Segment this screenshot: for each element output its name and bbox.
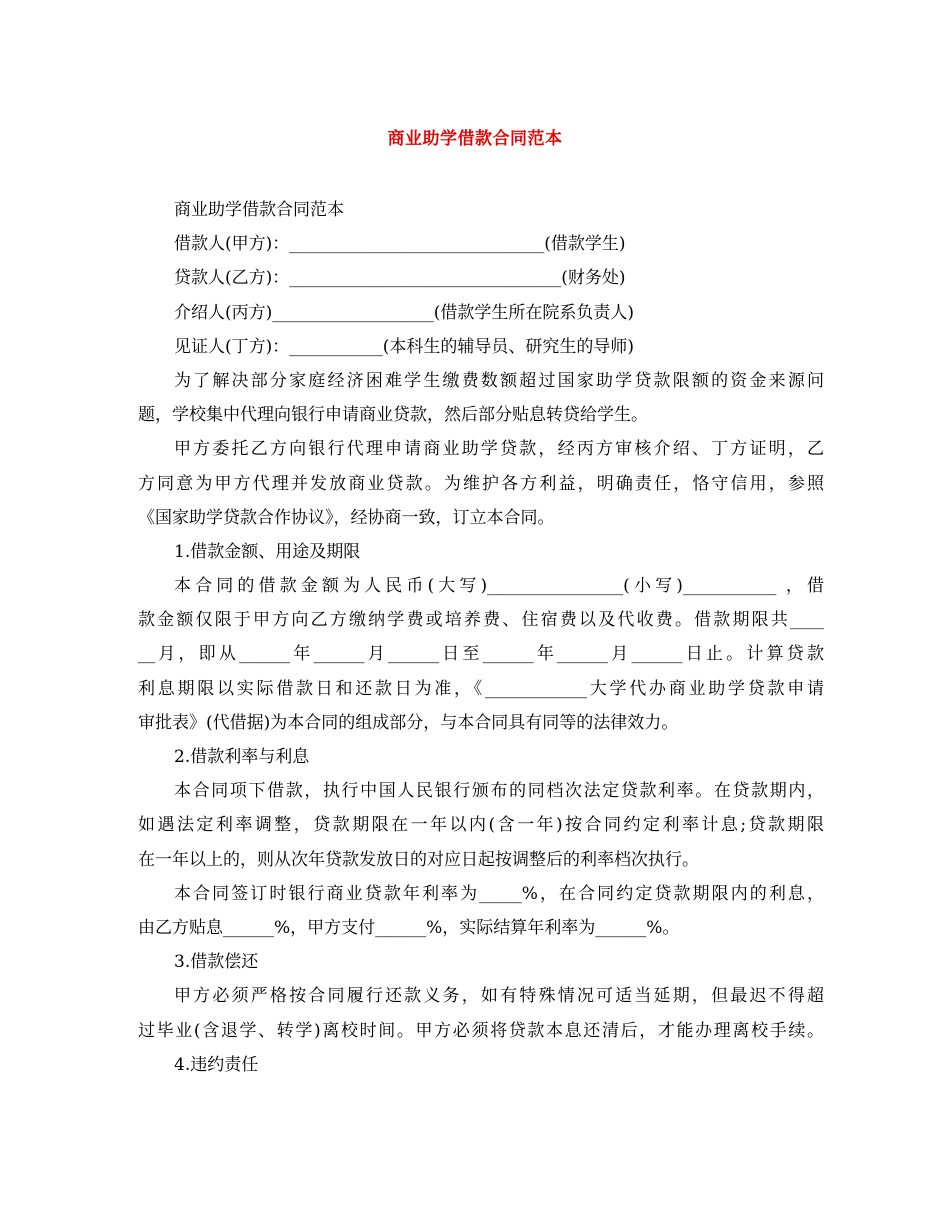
text-line: 本合同项下借款，执行中国人民银行颁布的同档次法定贷款利率。在贷款期内，	[174, 781, 824, 802]
text-line: 贷款人(乙方)：________________________________(财务处)	[174, 268, 626, 289]
document-body	[138, 193, 824, 1082]
text-line: 款金额仅限于甲方向乙方缴纳学费或培养费、住宿费以及代收费。借款期限共____	[138, 610, 824, 631]
text-line: 本合同的借款金额为人民币(大写)________________(小写)___________ ，借	[174, 576, 824, 597]
text-line: 本合同签订时银行商业贷款年利率为_____%，在合同约定贷款期限内的利息，	[174, 883, 824, 904]
document-title: 商业助学借款合同范本	[387, 129, 563, 149]
text-line: 见证人(丁方)：___________(本科生的辅导员、研究生的导师)	[174, 336, 635, 357]
text-line: 甲方必须严格按合同履行还款义务，如有特殊情况可适当延期，但最迟不得超	[174, 986, 824, 1007]
text-line: 利息期限以实际借款日和还款日为准，《____________大学代办商业助学贷款申请	[138, 678, 824, 699]
text-line: 甲方委托乙方向银行代理申请商业助学贷款，经丙方审核介绍、丁方证明，乙	[174, 439, 824, 460]
section-heading: 2.借款利率与利息	[174, 747, 310, 767]
text-line: 《国家助学贷款合作协议》，经协商一致，订立本合同。	[138, 507, 555, 528]
text-line: 如遇法定利率调整，贷款期限在一年以内(含一年)按合同约定利率计息;贷款期限	[138, 815, 824, 836]
text-line: 为了解决部分家庭经济困难学生缴费数额超过国家助学贷款限额的资金来源问	[174, 370, 824, 391]
text-line: 方同意为甲方代理并发放商业贷款。为维护各方利益，明确责任，恪守信用，参照	[138, 473, 824, 494]
text-line: 在一年以上的，则从次年贷款发放日的对应日起按调整后的利率档次执行。	[138, 849, 699, 870]
text-line: 审批表》(代借据)为本合同的组成部分，与本合同具有同等的法律效力。	[138, 712, 679, 733]
text-line: __月，即从______年______月______日至______年______月______日止。计算贷款	[138, 644, 824, 665]
text-line: 由乙方贴息______%，甲方支付______%，实际结算年利率为______%。	[138, 917, 680, 938]
section-heading: 3.借款偿还	[174, 952, 259, 973]
text-line: 过毕业(含退学、转学)离校时间。甲方必须将贷款本息还清后，才能办理离校手续。	[138, 1020, 824, 1041]
section-heading: 4.违约责任	[174, 1054, 259, 1075]
text-line: 题，学校集中代理向银行申请商业贷款，然后部分贴息转贷给学生。	[138, 405, 648, 426]
text-line: 商业助学借款合同范本	[174, 200, 344, 220]
text-line: 介绍人(丙方)___________________(借款学生所在院系负责人)	[174, 302, 635, 323]
section-heading: 1.借款金额、用途及期限	[174, 541, 361, 562]
text-line: 借款人(甲方)：______________________________(借款学生)	[174, 234, 626, 255]
